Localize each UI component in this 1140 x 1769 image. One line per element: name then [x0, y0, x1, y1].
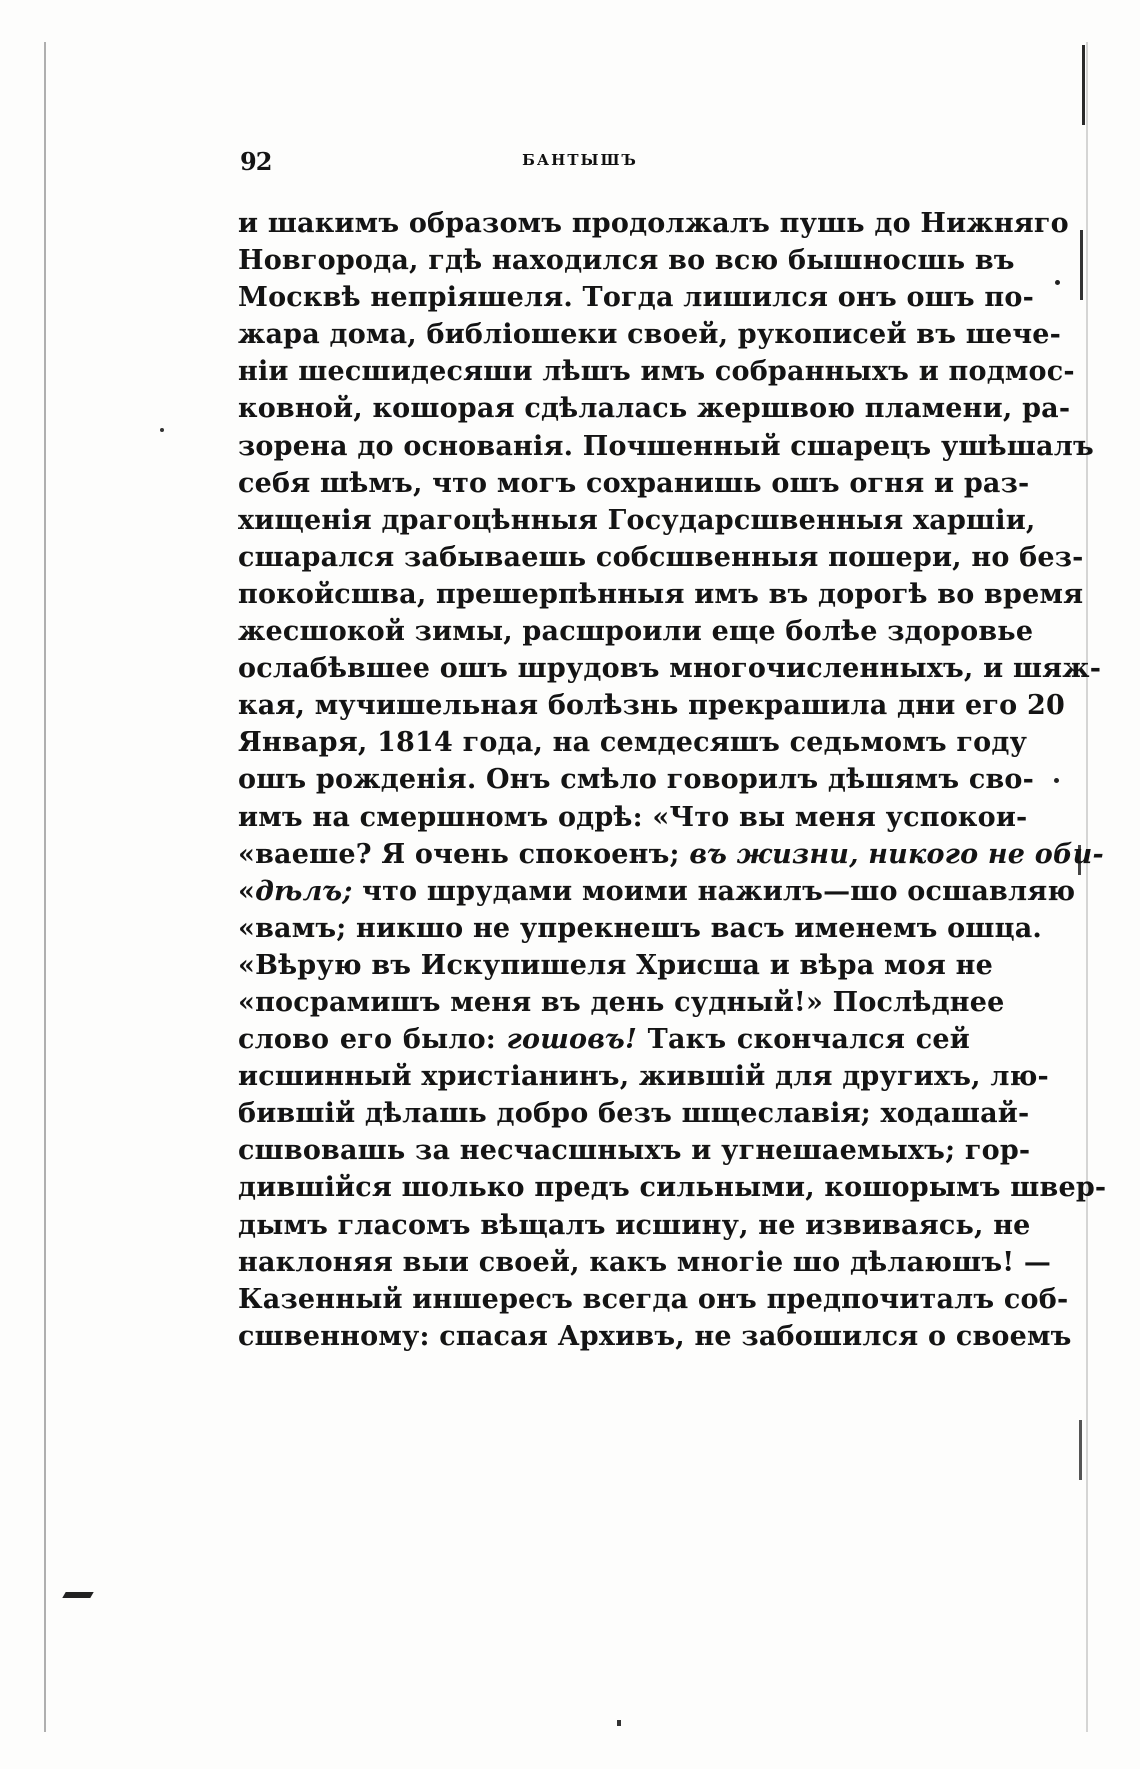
- page-number: 92: [240, 147, 272, 176]
- text-run: «ваеше? Я очень спокоенъ;: [238, 838, 690, 870]
- text-line: [238, 353, 1075, 390]
- text-run: слово его было:: [238, 1024, 507, 1056]
- text-run: Москвѣ непріяшеля. Тогда лишился онъ ошъ по-: [238, 282, 1035, 314]
- text-run: Новгорода, гдѣ находился во всю бышносшь въ: [238, 245, 1015, 277]
- text-line: [238, 1281, 1069, 1318]
- text-run: что шрудами моими нажилъ—шо осшавляю: [352, 875, 1076, 907]
- text-run: зорена до основанія. Почшенный сшарецъ ушѣшалъ: [238, 430, 1094, 462]
- text-line: [238, 242, 1015, 279]
- text-run: имъ на смершномъ одрѣ: «Что вы меня успокои-: [238, 801, 1028, 833]
- text-run: бившій дѣлашь добро безъ шщеславія; ходашай-: [238, 1098, 1030, 1130]
- text-line: [238, 947, 993, 984]
- text-line: [238, 836, 1104, 873]
- text-line: [238, 279, 1035, 316]
- text-run: «посрамишъ меня въ день судный!» Послѣднее: [238, 986, 1005, 1018]
- text-line: [238, 910, 1043, 947]
- text-run: исшинный христіанинъ, жившій для другихъ, лю-: [238, 1061, 1049, 1093]
- text-run: жара дома, библіошеки своей, рукописей въ шече-: [238, 319, 1062, 351]
- text-run: ніи шесшидесяши лѣшъ имъ собранныхъ и подмос-: [238, 356, 1075, 388]
- text-line: [238, 390, 1071, 427]
- page-header: [240, 147, 970, 181]
- text-line: [238, 799, 1028, 836]
- text-line: [238, 1021, 970, 1058]
- text-line: [238, 1207, 1031, 1244]
- text-line: [238, 1244, 1052, 1281]
- text-run: «вамъ; никшо не упрекнешъ васъ именемъ ошца.: [238, 912, 1043, 944]
- text-run: «: [238, 875, 256, 907]
- text-run: Такъ скончался сей: [637, 1024, 970, 1056]
- text-line: [238, 465, 1030, 502]
- text-run: кая, мучишельная болѣзнь прекрашила дни его 20: [238, 690, 1065, 722]
- text-line: [238, 1058, 1049, 1095]
- italic-run: гошовъ!: [506, 1024, 638, 1056]
- scan-tab-mark: [62, 1592, 93, 1598]
- text-line: [238, 539, 1084, 576]
- text-line: [238, 502, 1036, 539]
- running-head: БАНТЫШЪ: [522, 151, 638, 169]
- text-line: [238, 1318, 1072, 1355]
- text-run: наклоняя выи своей, какъ многіе шо дѣлаюшъ! —: [238, 1246, 1052, 1278]
- text-line: [238, 650, 1102, 687]
- text-line: [238, 1095, 1030, 1132]
- text-run: ошъ рожденія. Онъ смѣло говорилъ дѣшямъ сво-: [238, 764, 1035, 796]
- text-line: [238, 205, 1069, 242]
- text-run: себя шѣмъ, что могъ сохранишь ошъ огня и раз-: [238, 467, 1030, 499]
- text-run: и шакимъ образомъ продолжалъ пушь до Нижняго: [238, 208, 1069, 239]
- text-line: [238, 984, 1005, 1021]
- scan-edge-left: [44, 42, 46, 1732]
- text-run: сшарался забываешь собсшвенныя пошери, но без-: [238, 541, 1084, 573]
- text-run: хищенія драгоцѣнныя Государсшвенныя харшіи,: [238, 504, 1036, 536]
- text-line: [238, 576, 1084, 613]
- scan-mark: [1082, 45, 1085, 125]
- scan-speck: [160, 428, 164, 432]
- text-run: Казенный иншересъ всегда онъ предпочиталъ соб-: [238, 1283, 1069, 1315]
- text-run: ковной, кошорая сдѣлалась жершвою пламени, ра-: [238, 393, 1071, 425]
- text-line: [238, 873, 1076, 910]
- text-run: жесшокой зимы, расшроили еще болѣе здоровье: [238, 616, 1034, 648]
- text-line: [238, 761, 1035, 798]
- scan-speck: [617, 1720, 621, 1726]
- scan-speck: [1055, 280, 1060, 285]
- text-line: [238, 1169, 1107, 1206]
- text-run: «Вѣрую въ Искупишеля Хрисша и вѣра моя не: [238, 949, 993, 981]
- text-run: ослабѣвшее ошъ шрудовъ многочисленныхъ, и шяж-: [238, 653, 1102, 685]
- italic-run: въ жизни, никого не оби-: [689, 838, 1104, 870]
- text-line: [238, 316, 1062, 353]
- text-run: сшвенному: спасая Архивъ, не забошился о своемъ: [238, 1320, 1072, 1352]
- body-text: [238, 205, 1107, 1355]
- text-run: сшвовашь за несчасшныхъ и угнешаемыхъ; гор-: [238, 1135, 1031, 1167]
- text-run: дившійся шолько предъ сильными, кошорымъ швер-: [238, 1172, 1107, 1204]
- text-run: покойсшва, прешерпѣнныя имъ въ дорогѣ во время: [238, 578, 1084, 610]
- text-line: [238, 724, 1028, 761]
- text-line: [238, 687, 1065, 724]
- scan-mark: [1080, 230, 1083, 300]
- scan-edge-right: [1086, 42, 1088, 1732]
- text-line: [238, 428, 1094, 465]
- scan-mark: [1079, 1420, 1082, 1480]
- text-line: [238, 613, 1034, 650]
- text-line: [238, 1132, 1031, 1169]
- scan-speck: [1054, 778, 1059, 783]
- italic-run: дѣлъ;: [255, 875, 353, 907]
- text-run: дымъ гласомъ вѣщалъ исшину, не извиваясь, не: [238, 1209, 1031, 1241]
- text-run: Января, 1814 года, на семдесяшъ седьмомъ году: [238, 727, 1028, 759]
